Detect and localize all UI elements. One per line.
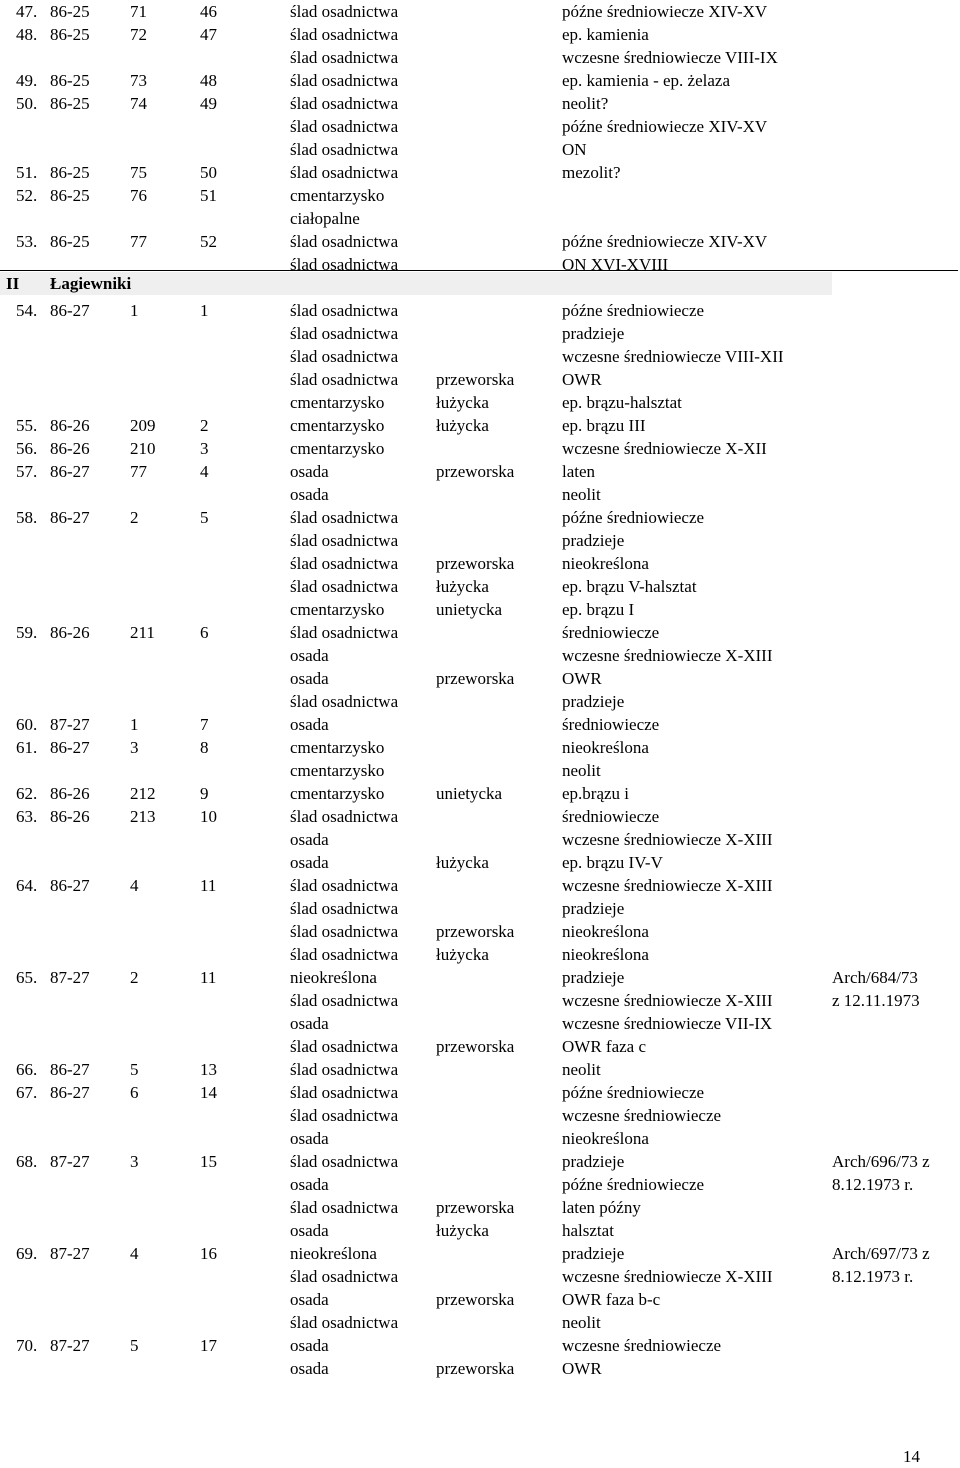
- site-number: 57.: [16, 462, 38, 481]
- chronology: pradzieje: [562, 968, 625, 987]
- site-number: 63.: [16, 807, 38, 826]
- site-on-sheet: 212: [130, 784, 156, 803]
- site-on-sheet: 2: [130, 968, 139, 987]
- culture: przeworska: [436, 462, 515, 481]
- azp-sheet: 87-27: [50, 1336, 90, 1355]
- chronology: wczesne średniowiecze VII-IX: [562, 1014, 773, 1033]
- site-on-sheet: 4: [130, 876, 139, 895]
- culture: łużycka: [436, 393, 489, 412]
- site-number: 69.: [16, 1244, 38, 1263]
- site-number: 58.: [16, 508, 38, 527]
- azp-sheet: 86-27: [50, 462, 90, 481]
- site-function: osada: [290, 646, 329, 665]
- site-function: ślad osadnictwa: [290, 48, 399, 67]
- azp-sheet: 86-25: [50, 186, 90, 205]
- site-on-sheet: 76: [130, 186, 147, 205]
- azp-sheet: 86-26: [50, 784, 90, 803]
- culture: przeworska: [436, 1037, 515, 1056]
- site-function: ślad osadnictwa: [290, 301, 399, 320]
- site-in-locality: 1: [200, 301, 209, 320]
- chronology: ON XVI-XVIII: [562, 255, 669, 274]
- archive-reference: Arch/684/73: [832, 968, 918, 987]
- chronology: wczesne średniowiecze X-XIII: [562, 830, 773, 849]
- site-function: cmentarzysko: [290, 416, 385, 435]
- site-on-sheet: 73: [130, 71, 147, 90]
- culture: łużycka: [436, 577, 489, 596]
- site-on-sheet: 75: [130, 163, 147, 182]
- site-in-locality: 10: [200, 807, 217, 826]
- chronology: wczesne średniowiecze: [562, 1106, 722, 1125]
- chronology: wczesne średniowiecze X-XIII: [562, 646, 773, 665]
- site-function: ślad osadnictwa: [290, 232, 399, 251]
- site-in-locality: 49: [200, 94, 217, 113]
- chronology: OWR: [562, 669, 602, 688]
- chronology: późne średniowiecze: [562, 508, 705, 527]
- chronology: wczesne średniowiecze X-XIII: [562, 991, 773, 1010]
- culture: łużycka: [436, 853, 489, 872]
- site-function: osada: [290, 462, 329, 481]
- culture: unietycka: [436, 600, 503, 619]
- site-on-sheet: 211: [130, 623, 155, 642]
- chronology: nieokreślona: [562, 945, 649, 964]
- site-in-locality: 48: [200, 71, 217, 90]
- site-in-locality: 4: [200, 462, 209, 481]
- site-function: nieokreślona: [290, 968, 377, 987]
- site-function: osada: [290, 1175, 329, 1194]
- site-on-sheet: 1: [130, 715, 139, 734]
- site-number: 61.: [16, 738, 38, 757]
- site-number: 48.: [16, 25, 38, 44]
- site-function: cmentarzysko: [290, 393, 385, 412]
- site-function: osada: [290, 669, 329, 688]
- section-roman: II: [6, 274, 20, 293]
- site-function: ślad osadnictwa: [290, 163, 399, 182]
- chronology: halsztat: [562, 1221, 614, 1240]
- culture: łużycka: [436, 945, 489, 964]
- site-in-locality: 3: [200, 439, 209, 458]
- chronology: wczesne średniowiecze X-XIII: [562, 1267, 773, 1286]
- chronology: pradzieje: [562, 324, 625, 343]
- site-function: ślad osadnictwa: [290, 1313, 399, 1332]
- site-function: nieokreślona: [290, 1244, 377, 1263]
- chronology: OWR: [562, 1359, 602, 1378]
- azp-sheet: 86-27: [50, 1060, 90, 1079]
- chronology: OWR faza b-c: [562, 1290, 661, 1309]
- culture: przeworska: [436, 1290, 515, 1309]
- site-in-locality: 11: [200, 968, 217, 987]
- azp-sheet: 86-25: [50, 163, 90, 182]
- site-number: 60.: [16, 715, 38, 734]
- azp-sheet: 86-27: [50, 301, 90, 320]
- site-in-locality: 51: [200, 186, 217, 205]
- site-function: osada: [290, 1221, 329, 1240]
- site-in-locality: 8: [200, 738, 209, 757]
- site-function: ślad osadnictwa: [290, 807, 399, 826]
- site-on-sheet: 5: [130, 1336, 139, 1355]
- site-number: 50.: [16, 94, 38, 113]
- site-on-sheet: 77: [130, 462, 147, 481]
- site-number: 55.: [16, 416, 38, 435]
- chronology: nieokreślona: [562, 922, 649, 941]
- chronology: nieokreślona: [562, 554, 649, 573]
- site-on-sheet: 209: [130, 416, 156, 435]
- chronology: nieokreślona: [562, 1129, 649, 1148]
- chronology: średniowiecze: [562, 715, 660, 734]
- azp-sheet: 86-26: [50, 623, 90, 642]
- site-function: ślad osadnictwa: [290, 1060, 399, 1079]
- site-in-locality: 50: [200, 163, 217, 182]
- site-number: 62.: [16, 784, 38, 803]
- site-on-sheet: 74: [130, 94, 147, 113]
- chronology: ep. brązu III: [562, 416, 646, 435]
- chronology: neolit: [562, 1060, 601, 1079]
- site-function: osada: [290, 1014, 329, 1033]
- chronology: pradzieje: [562, 692, 625, 711]
- site-function: cmentarzysko: [290, 600, 385, 619]
- chronology: OWR faza c: [562, 1037, 647, 1056]
- archive-reference: Arch/697/73 z: [832, 1244, 930, 1263]
- site-function: ślad osadnictwa: [290, 2, 399, 21]
- site-function: ślad osadnictwa: [290, 577, 399, 596]
- azp-sheet: 86-26: [50, 416, 90, 435]
- site-on-sheet: 213: [130, 807, 156, 826]
- chronology: ep. brązu I: [562, 600, 635, 619]
- site-function: ślad osadnictwa: [290, 1198, 399, 1217]
- archive-reference: 8.12.1973 r.: [832, 1175, 914, 1194]
- site-number: 52.: [16, 186, 38, 205]
- site-number: 47.: [16, 2, 38, 21]
- site-on-sheet: 6: [130, 1083, 139, 1102]
- azp-sheet: 86-26: [50, 439, 90, 458]
- site-number: 49.: [16, 71, 38, 90]
- site-number: 51.: [16, 163, 38, 182]
- chronology: późne średniowiecze: [562, 301, 705, 320]
- chronology: wczesne średniowiecze: [562, 1336, 722, 1355]
- site-function: osada: [290, 830, 329, 849]
- chronology: ep.brązu i: [562, 784, 630, 803]
- chronology: późne średniowiecze: [562, 1175, 705, 1194]
- site-in-locality: 16: [200, 1244, 217, 1263]
- page-number: 14: [903, 1447, 920, 1466]
- chronology: późne średniowiecze XIV-XV: [562, 2, 768, 21]
- site-on-sheet: 72: [130, 25, 147, 44]
- section-title: Łagiewniki: [50, 274, 132, 293]
- chronology: laten późny: [562, 1198, 641, 1217]
- chronology: średniowiecze: [562, 807, 660, 826]
- site-number: 59.: [16, 623, 38, 642]
- chronology: wczesne średniowiecze VIII-IX: [562, 48, 778, 67]
- site-function: cmentarzysko: [290, 738, 385, 757]
- archive-reference: z 12.11.1973: [832, 991, 920, 1010]
- site-number: 66.: [16, 1060, 38, 1079]
- site-function: osada: [290, 485, 329, 504]
- chronology: ON: [562, 140, 587, 159]
- culture: łużycka: [436, 416, 489, 435]
- site-number: 70.: [16, 1336, 38, 1355]
- azp-sheet: 86-25: [50, 2, 90, 21]
- site-in-locality: 13: [200, 1060, 217, 1079]
- chronology: laten: [562, 462, 596, 481]
- chronology: neolit: [562, 485, 601, 504]
- site-on-sheet: 4: [130, 1244, 139, 1263]
- azp-sheet: 86-27: [50, 1083, 90, 1102]
- archive-reference: Arch/696/73 z: [832, 1152, 930, 1171]
- site-number: 54.: [16, 301, 38, 320]
- site-function: osada: [290, 1336, 329, 1355]
- site-number: 68.: [16, 1152, 38, 1171]
- culture: przeworska: [436, 370, 515, 389]
- azp-sheet: 86-27: [50, 738, 90, 757]
- site-function: osada: [290, 853, 329, 872]
- site-in-locality: 9: [200, 784, 209, 803]
- site-number: 67.: [16, 1083, 38, 1102]
- site-function: osada: [290, 715, 329, 734]
- chronology: pradzieje: [562, 1152, 625, 1171]
- chronology: późne średniowiecze XIV-XV: [562, 117, 768, 136]
- chronology: neolit?: [562, 94, 609, 113]
- site-function: ślad osadnictwa: [290, 347, 399, 366]
- chronology: wczesne średniowiecze VIII-XII: [562, 347, 784, 366]
- site-on-sheet: 77: [130, 232, 147, 251]
- chronology: nieokreślona: [562, 738, 649, 757]
- site-function: ślad osadnictwa: [290, 922, 399, 941]
- site-function: ślad osadnictwa: [290, 692, 399, 711]
- site-function: ślad osadnictwa: [290, 25, 399, 44]
- site-number: 64.: [16, 876, 38, 895]
- site-function: ślad osadnictwa: [290, 899, 399, 918]
- site-function: ślad osadnictwa: [290, 508, 399, 527]
- site-function: ślad osadnictwa: [290, 1037, 399, 1056]
- chronology: ep. brązu V-halsztat: [562, 577, 697, 596]
- chronology: późne średniowiecze: [562, 1083, 705, 1102]
- site-function: ślad osadnictwa: [290, 623, 399, 642]
- culture: przeworska: [436, 1359, 515, 1378]
- site-in-locality: 47: [200, 25, 217, 44]
- site-in-locality: 5: [200, 508, 209, 527]
- site-function: ślad osadnictwa: [290, 1083, 399, 1102]
- chronology: pradzieje: [562, 531, 625, 550]
- azp-sheet: 87-27: [50, 1152, 90, 1171]
- site-function: cmentarzysko: [290, 186, 385, 205]
- azp-sheet: 87-27: [50, 968, 90, 987]
- site-on-sheet: 2: [130, 508, 139, 527]
- chronology: neolit: [562, 1313, 601, 1332]
- chronology: późne średniowiecze XIV-XV: [562, 232, 768, 251]
- site-function: ślad osadnictwa: [290, 71, 399, 90]
- site-in-locality: 11: [200, 876, 217, 895]
- site-function: ślad osadnictwa: [290, 255, 399, 274]
- chronology: pradzieje: [562, 1244, 625, 1263]
- site-in-locality: 17: [200, 1336, 217, 1355]
- site-function: ślad osadnictwa: [290, 370, 399, 389]
- site-function: ślad osadnictwa: [290, 140, 399, 159]
- site-function: ślad osadnictwa: [290, 1267, 399, 1286]
- site-function: osada: [290, 1129, 329, 1148]
- culture: przeworska: [436, 922, 515, 941]
- chronology: mezolit?: [562, 163, 621, 182]
- chronology: ep. brązu IV-V: [562, 853, 663, 872]
- chronology: OWR: [562, 370, 602, 389]
- azp-sheet: 86-27: [50, 876, 90, 895]
- chronology: ep. kamienia - ep. żelaza: [562, 71, 731, 90]
- culture: przeworska: [436, 554, 515, 573]
- site-function: osada: [290, 1290, 329, 1309]
- site-on-sheet: 3: [130, 1152, 139, 1171]
- site-in-locality: 15: [200, 1152, 217, 1171]
- site-on-sheet: 5: [130, 1060, 139, 1079]
- site-function: cmentarzysko: [290, 439, 385, 458]
- azp-sheet: 86-25: [50, 94, 90, 113]
- archive-reference: 8.12.1973 r.: [832, 1267, 914, 1286]
- chronology: ep. kamienia: [562, 25, 649, 44]
- site-function: ślad osadnictwa: [290, 1106, 399, 1125]
- azp-sheet: 86-27: [50, 508, 90, 527]
- site-in-locality: 6: [200, 623, 209, 642]
- chronology: wczesne średniowiecze X-XIII: [562, 876, 773, 895]
- site-function: ślad osadnictwa: [290, 991, 399, 1010]
- site-function: ślad osadnictwa: [290, 945, 399, 964]
- site-function: ślad osadnictwa: [290, 117, 399, 136]
- site-function: cmentarzysko: [290, 761, 385, 780]
- site-function: cmentarzysko: [290, 784, 385, 803]
- site-function: ślad osadnictwa: [290, 94, 399, 113]
- site-function: ślad osadnictwa: [290, 1152, 399, 1171]
- site-function: osada: [290, 1359, 329, 1378]
- section-divider: [0, 270, 958, 271]
- site-function: ciałopalne: [290, 209, 360, 228]
- site-in-locality: 7: [200, 715, 209, 734]
- site-in-locality: 46: [200, 2, 217, 21]
- site-number: 56.: [16, 439, 38, 458]
- chronology: neolit: [562, 761, 601, 780]
- azp-sheet: 86-26: [50, 807, 90, 826]
- site-in-locality: 14: [200, 1083, 217, 1102]
- site-on-sheet: 71: [130, 2, 147, 21]
- site-function: ślad osadnictwa: [290, 554, 399, 573]
- azp-sheet: 87-27: [50, 1244, 90, 1263]
- azp-sheet: 86-25: [50, 71, 90, 90]
- site-on-sheet: 1: [130, 301, 139, 320]
- azp-sheet: 86-25: [50, 232, 90, 251]
- site-function: ślad osadnictwa: [290, 324, 399, 343]
- site-number: 53.: [16, 232, 38, 251]
- site-on-sheet: 210: [130, 439, 156, 458]
- culture: przeworska: [436, 669, 515, 688]
- culture: unietycka: [436, 784, 503, 803]
- chronology: ep. brązu-halsztat: [562, 393, 682, 412]
- site-in-locality: 2: [200, 416, 209, 435]
- chronology: średniowiecze: [562, 623, 660, 642]
- chronology: pradzieje: [562, 899, 625, 918]
- site-in-locality: 52: [200, 232, 217, 251]
- azp-sheet: 86-25: [50, 25, 90, 44]
- azp-sheet: 87-27: [50, 715, 90, 734]
- culture: łużycka: [436, 1221, 489, 1240]
- chronology: wczesne średniowiecze X-XII: [562, 439, 767, 458]
- culture: przeworska: [436, 1198, 515, 1217]
- site-function: ślad osadnictwa: [290, 876, 399, 895]
- site-function: ślad osadnictwa: [290, 531, 399, 550]
- site-number: 65.: [16, 968, 38, 987]
- site-on-sheet: 3: [130, 738, 139, 757]
